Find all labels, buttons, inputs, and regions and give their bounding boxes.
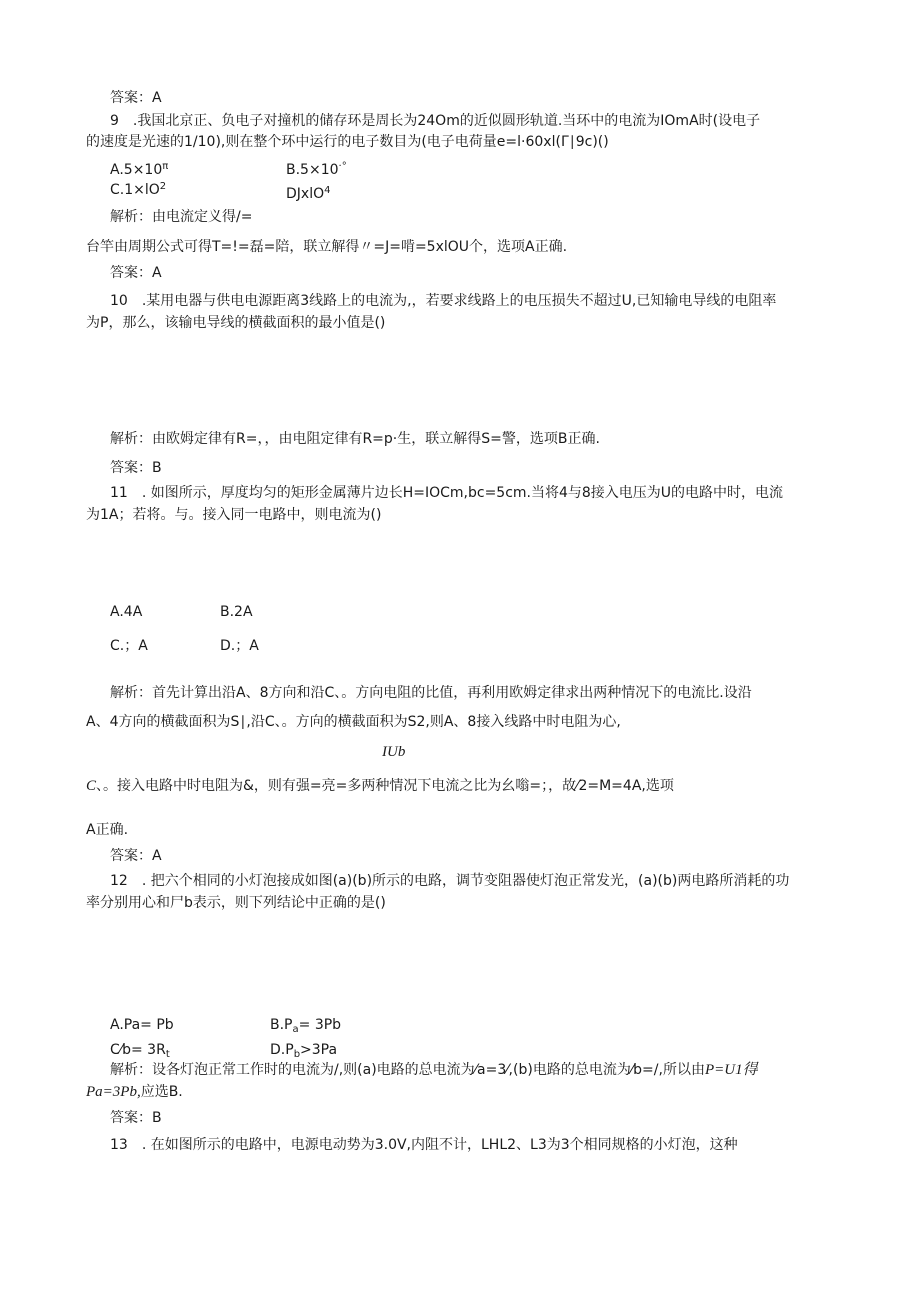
q9-option-d: DJxlO$^4$ xyxy=(286,185,331,202)
q9-question-line2: 的速度是光速的1/10),则在整个环中运行的电子数目为(电子电荷量e=l·60xl(Γ∣9c)() xyxy=(86,134,609,150)
q9-option-c: $C.1\times lO^2$ xyxy=(110,181,167,198)
q12-option-c: C⁄b= $3R_t$ xyxy=(110,1042,170,1060)
q12-answer: 答案：B xyxy=(110,1110,162,1126)
q12-analysis-line1: 解析：设各灯泡正常工作时的电流为/,则(a)电路的总电流为⁄a=3⁄,(b)电路的总电流为⁄b=/,所以由P=U1得 xyxy=(110,1062,758,1078)
q10-analysis: 解析：由欧姆定律有R=，，由电阻定律有R=p·生，联立解得S=警，选项B正确. xyxy=(110,431,600,447)
q13-question-line1: 13 . 在如图所示的电路中，电源电动势为3.0V,内阻不计，LHL2、L3为3个相同规格的小灯泡，这种 xyxy=(110,1137,738,1153)
q11-answer: 答案：A xyxy=(110,848,162,864)
q11-analysis-line1: 解析：首先计算出沿A、8方向和沿C、。方向电阻的比值，再利用欧姆定律求出两种情况下的电流比.设沿 xyxy=(110,685,752,701)
q12-question-line2: 率分别用心和尸b表示，则下列结论中正确的是() xyxy=(86,895,386,911)
q12-option-d: $D.P_b>3Pa$ xyxy=(270,1042,338,1060)
q11-analysis-line3: C、。接入电路中时电阻为&，则有强=亮=多两种情况下电流之比为幺嗡=；，故⁄2=M=4A,选项 xyxy=(86,778,674,794)
q12-option-b: $B.P_a= 3Pb$ xyxy=(270,1017,342,1035)
q12-option-a: A.Pa= Pb xyxy=(110,1017,174,1033)
q12-analysis-line2: Pa=3Pb,应选B. xyxy=(86,1084,183,1100)
q12-question-line1: 12 . 把六个相同的小灯泡接成如图(a)(b)所示的电路，调节变阻器使灯泡正常发光，(a)(b)两电路所消耗的功 xyxy=(110,873,790,889)
q9-option-a: $A.5\times 10^\pi$ xyxy=(110,161,169,178)
q11-option-d: D.；A xyxy=(220,638,259,654)
q11-analysis-line4: A正确. xyxy=(86,822,129,838)
q11-question-line1: 11 . 如图所示，厚度均匀的矩形金属薄片边长H=IOCm,bc=5cm.当将4与8接入电压为U的电路中时，电流 xyxy=(110,485,784,501)
q9-answer: 答案：A xyxy=(110,265,162,281)
q8-answer: 答案：A xyxy=(110,90,162,106)
q11-option-a: A.4A xyxy=(110,604,143,620)
q10-answer: 答案：B xyxy=(110,460,162,476)
q9-analysis-line1: 解析：由电流定义得/= xyxy=(110,209,253,225)
q9-option-b: B.5×10·° xyxy=(286,161,347,178)
q11-formula: IUb xyxy=(382,744,406,760)
q11-option-c: C.；A xyxy=(110,638,148,654)
q11-analysis-line2: A、4方向的横截面积为S∣,沿C、。方向的横截面积为S2,则A、8接入线路中时电阻为心, xyxy=(86,714,621,730)
q9-analysis-line2: 台竿由周期公式可得T=!=磊=陪，联立解得〃=J=啃=5xlOU个，选项A正确. xyxy=(86,239,568,255)
q9-question-line1: 9 .我国北京正、负电子对撞机的储存环是周长为24Om的近似圆形轨道.当环中的电流为IOmA时(设电子 xyxy=(110,113,761,129)
q11-option-b: B.2A xyxy=(220,604,253,620)
q10-question-line1: 10 .某用电器与供电电源距离3线路上的电流为,，若要求线路上的电压损失不超过U,已知输电导线的电阻率 xyxy=(110,293,777,309)
q11-question-line2: 为1A；若将。与。接入同一电路中，则电流为() xyxy=(86,507,382,523)
q10-question-line2: 为P，那么，该输电导线的横截面积的最小值是() xyxy=(86,315,386,331)
